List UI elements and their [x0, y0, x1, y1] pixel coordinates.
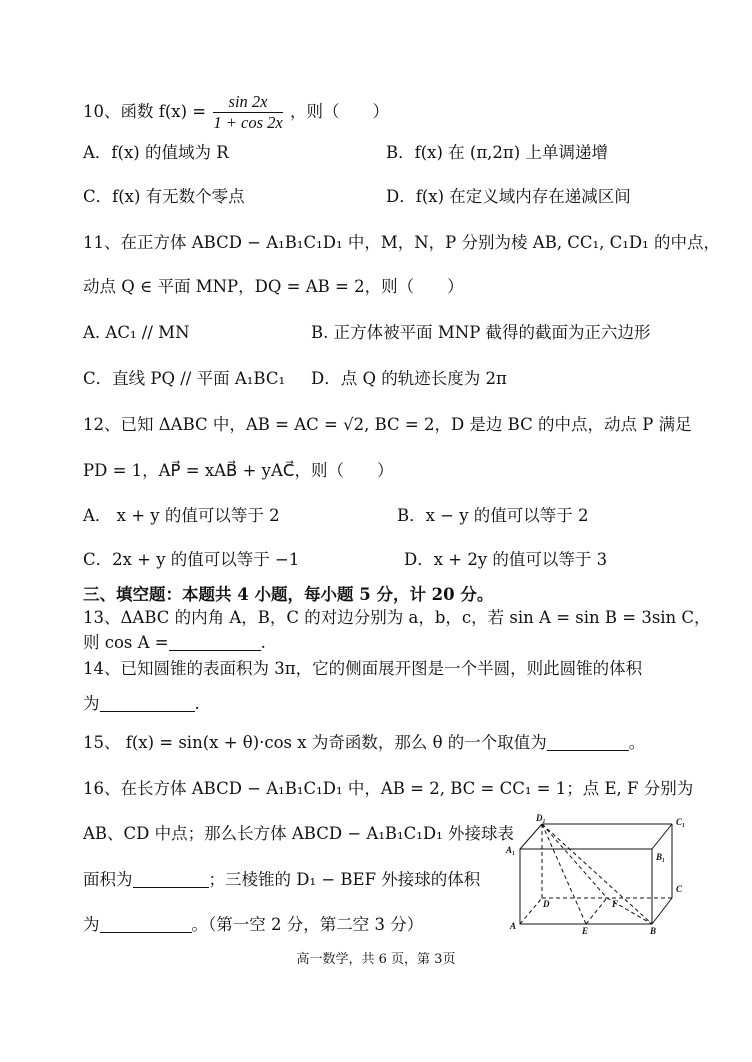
- q10-denominator: 1 + cos 2x: [213, 113, 283, 132]
- page-footer: 高一数学，共 6 页，第 3页: [296, 952, 456, 967]
- q12-option-c: C．2x + y 的值可以等于 −1: [83, 550, 300, 569]
- q10-stem-prefix: 10、函数 f(x) =: [83, 102, 207, 121]
- q10-numerator: sin 2x: [213, 92, 282, 113]
- q16-stem-line4: [83, 914, 423, 936]
- segment-d1-b: [542, 824, 652, 924]
- segment-e-f: [586, 898, 607, 924]
- q12-option-a: A． x + y 的值可以等于 2: [83, 506, 280, 525]
- q14-line2-prefix: 为: [83, 694, 100, 713]
- q10-stem-suffix: ，则（ ）: [289, 102, 389, 121]
- label-f: F: [612, 899, 619, 909]
- q16-stem-line2: AB、CD 中点；那么长方体 ABCD − A₁B₁C₁D₁ 外接球表: [83, 824, 514, 843]
- q11-option-a: A. AC₁ // MN: [83, 323, 190, 342]
- q11-option-d: D．点 Q 的轨迹长度为 2π: [311, 369, 507, 388]
- label-e: E: [582, 926, 589, 936]
- q13-answer-blank[interactable]: [169, 634, 261, 651]
- q10-option-d: D．f(x) 在定义域内存在递减区间: [386, 187, 631, 206]
- q10-option-b: B．f(x) 在 (π,2π) 上单调递增: [386, 143, 608, 162]
- q12-stem-line2: PD = 1，AP⃗ = xAB⃗ + yAC⃗，则（ ）: [83, 461, 394, 480]
- label-a: A: [510, 921, 517, 931]
- q11-stem-line1: 11、在正方体 ABCD − A₁B₁C₁D₁ 中，M，N，P 分别为棱 AB, CC₁, C₁D₁ 的中点，: [83, 233, 720, 252]
- q16-stem-line1: 16、在长方体 ABCD − A₁B₁C₁D₁ 中，AB = 2, BC = CC₁ = 1；点 E, F 分别为: [83, 779, 694, 798]
- q13-stem-line1: 13、ΔABC 的内角 A，B，C 的对边分别为 a，b，c，若 sin A = sin B = 3sin C，: [83, 608, 711, 627]
- edge-a-d-hidden: [520, 898, 542, 924]
- label-b: B: [650, 926, 657, 936]
- q14-answer-blank[interactable]: [100, 695, 195, 712]
- q15-answer-blank[interactable]: [547, 734, 629, 751]
- q14-line2-suffix: .: [194, 694, 200, 713]
- label-d1: D₁: [536, 813, 546, 823]
- q15-suffix: 。: [628, 733, 646, 752]
- q11-option-b: B. 正方体被平面 MNP 截得的截面为正六边形: [311, 323, 651, 342]
- q16-stem-line3: [83, 869, 480, 891]
- q10-stem: [83, 92, 389, 133]
- q10-fraction: [213, 92, 282, 133]
- q16-line3-suffix: ；三棱锥的 D₁ − BEF 外接球的体积: [208, 870, 481, 889]
- q12-stem-line1: 12、已知 ΔABC 中，AB = AC = √2, BC = 2，D 是边 BC 的中点，动点 P 满足: [83, 415, 692, 434]
- q16-line3-prefix: 面积为: [83, 870, 133, 889]
- q15-stem: [83, 732, 645, 754]
- q11-stem-line2: 动点 Q ∈ 平面 MNP，DQ = AB = 2，则（ ）: [83, 277, 464, 296]
- q13-line2-suffix: .: [260, 633, 266, 652]
- segment-d1-e: [542, 824, 586, 924]
- label-c1: C₁: [676, 817, 686, 827]
- q16-answer-blank-2[interactable]: [100, 916, 192, 933]
- edge-a1-d1: [520, 824, 542, 849]
- q10-option-c: C．f(x) 有无数个零点: [83, 187, 245, 206]
- section3-heading: 三、填空题：本题共 4 小题，每小题 5 分，计 20 分。: [83, 585, 494, 604]
- q10-option-a: A．f(x) 的值域为 R: [83, 143, 229, 162]
- q12-option-d: D．x + 2y 的值可以等于 3: [404, 550, 608, 569]
- cuboid-figure: [500, 812, 700, 937]
- q13-line2-prefix: 则 cos A =: [83, 633, 169, 652]
- q12-option-b: B．x − y 的值可以等于 2: [397, 506, 589, 525]
- label-b1: B₁: [656, 852, 666, 862]
- q16-line4-prefix: 为: [83, 915, 100, 934]
- q15-prefix: 15、 f(x) = sin(x + θ)·cos x 为奇函数，那么 θ 的一个取值为: [83, 733, 547, 752]
- segment-d1-f: [542, 824, 607, 898]
- q11-option-c: C．直线 PQ // 平面 A₁BC₁: [83, 369, 286, 388]
- label-c: C: [676, 884, 683, 894]
- q13-stem-line2: [83, 632, 266, 654]
- q14-stem-line1: 14、已知圆锥的表面积为 3π，它的侧面展开图是一个半圆，则此圆锥的体积: [83, 659, 643, 678]
- label-a1: A₁: [506, 845, 516, 855]
- edge-b1-c1: [652, 824, 672, 849]
- q16-answer-blank-1[interactable]: [133, 871, 209, 888]
- edge-b-c: [652, 898, 672, 924]
- q16-line4-suffix: 。（第一空 2 分，第二空 3 分）: [191, 915, 424, 934]
- q14-stem-line2: [83, 693, 200, 715]
- label-d: D: [543, 899, 550, 909]
